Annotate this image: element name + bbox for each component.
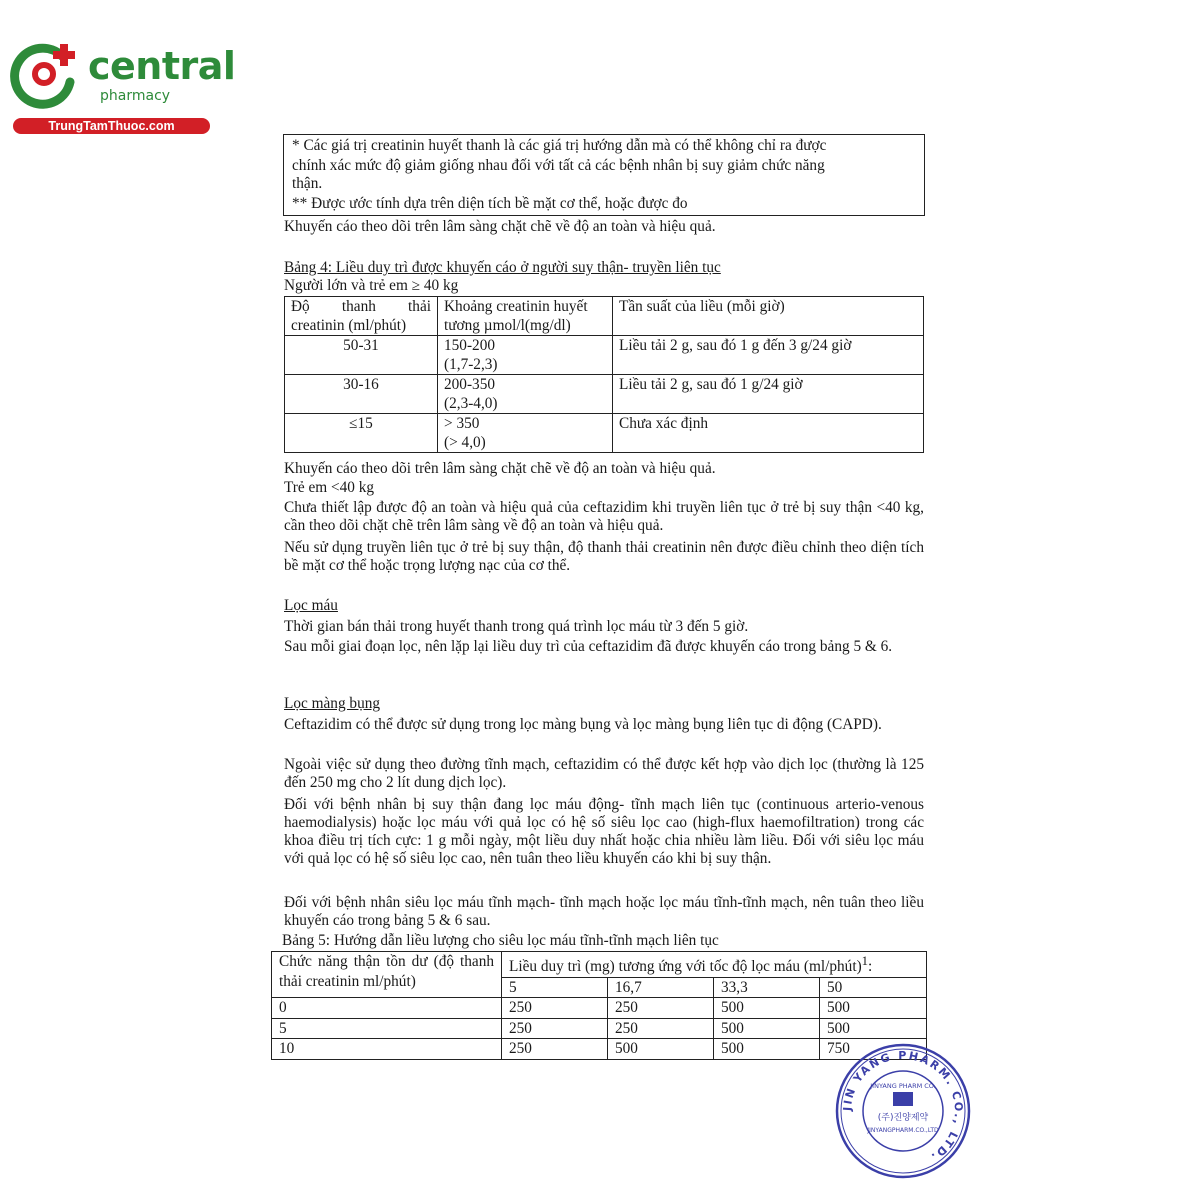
svg-text:JINYANG PHARM CO.: JINYANG PHARM CO. [870, 1082, 936, 1090]
note-line-1: * Các giá trị creatinin huyết thanh là các giá trị hướng dẫn mà có thể không chỉ ra được [292, 137, 827, 154]
range-value: 200-350 [444, 376, 495, 393]
table-cell: 250 [502, 1039, 608, 1060]
range-value-mgdl: (1,7-2,3) [444, 356, 498, 373]
table-cell: 500 [820, 1018, 927, 1039]
table-cell: Liều tải 2 g, sau đó 1 g/24 giờ [613, 375, 924, 414]
table-header-cell: Chức năng thận tồn dư (độ thanh thải creatinin ml/phút) [272, 952, 502, 998]
hemodialysis-heading: Lọc máu [284, 597, 338, 614]
peritoneal-heading: Lọc màng bụng [284, 695, 381, 712]
table-header-cell: Độ thanh thải creatinin (ml/phút) [285, 297, 438, 336]
pharmacy-cross-icon [10, 36, 86, 112]
table-cell: 500 [714, 1039, 820, 1060]
table-cell [438, 336, 613, 375]
note-line-3: thận. [292, 175, 323, 192]
table-cell: 5 [272, 1018, 502, 1039]
table-row [272, 1018, 927, 1039]
logo-banner[interactable]: TrungTamThuoc.com [13, 118, 210, 134]
table-row [285, 336, 924, 375]
table-cell: 750 [820, 1039, 927, 1060]
logo-name: central [88, 44, 236, 88]
peritoneal-paragraph-3: Đối với bệnh nhân bị suy thận đang lọc máu động- tĩnh mạch liên tục (continuous arterio-venous haemodialysis) hoặc lọc máu với quả lọc có hệ số siêu lọc cao (high-flux haemofiltration) trong các khoa điều trị tích cực: 1 g mỗi ngày, một liều duy nhất hoặc chia nhiều làm liều. Đối với siêu lọc máu với quả lọc có hệ số siêu lọc cao, nên tuân theo liều khuyến cáo khi bị suy thận. [284, 796, 924, 867]
footnote-marker: 1 [861, 954, 869, 968]
table-cell: 500 [714, 998, 820, 1019]
svg-text:JINYANGPHARM.CO.,LTD: JINYANGPHARM.CO.,LTD [867, 1127, 939, 1134]
note-line-4: ** Được ước tính dựa trên diện tích bề mặt cơ thể, hoặc được đo [292, 195, 688, 212]
table-cell: 250 [608, 1018, 714, 1039]
table-header-cell: 33,3 [714, 977, 820, 998]
table-cell: 0 [272, 998, 502, 1019]
svg-text:JIN YANG PHARM. CO., LTD.: JIN YANG PHARM. CO., LTD. [840, 1048, 966, 1165]
table-header-cell: 50 [820, 977, 927, 998]
table-cell: ≤15 [285, 414, 438, 453]
table-cell: 500 [820, 998, 927, 1019]
table-cell [438, 414, 613, 453]
children-heading: Trẻ em <40 kg [284, 479, 375, 496]
table-cell: 500 [608, 1039, 714, 1060]
peritoneal-paragraph-2: Ngoài việc sử dụng theo đường tĩnh mạch, ceftazidim có thể được kết hợp vào dịch lọc (thường là 125 đến 250 mg cho 2 lít dung dịch lọc). [284, 756, 924, 791]
table-row [272, 1039, 927, 1060]
table-cell [438, 375, 613, 414]
table-cell: 10 [272, 1039, 502, 1060]
table4-caption: Bảng 4: Liều duy trì được khuyến cáo ở người suy thận- truyền liên tục [284, 259, 721, 276]
hemodialysis-paragraph-1: Thời gian bán thải trong huyết thanh trong quá trình lọc máu từ 3 đến 5 giờ. [284, 618, 749, 635]
company-seal-stamp [834, 1042, 972, 1180]
table-cell: 50-31 [285, 336, 438, 375]
table-header-cell: Tần suất của liều (mỗi giờ) [613, 297, 924, 336]
children-paragraph-2: Nếu sử dụng truyền liên tục ở trẻ bị suy thận, độ thanh thải creatinin nên được điều chỉnh theo diện tích bề mặt cơ thể hoặc trọng lượng nạc của cơ thể. [284, 539, 924, 574]
table-cell: Chưa xác định [613, 414, 924, 453]
table5-caption: Bảng 5: Hướng dẫn liều lượng cho siêu lọc máu tĩnh-tĩnh mạch liên tục [282, 932, 719, 949]
table-header-row [272, 952, 927, 978]
logo-subtitle: pharmacy [100, 88, 171, 104]
peritoneal-paragraph-1: Ceftazidim có thể được sử dụng trong lọc màng bụng và lọc màng bụng liên tục di động (CAPD). [284, 716, 882, 733]
table-header-row [285, 297, 924, 336]
table-cell: 30-16 [285, 375, 438, 414]
table-header-cell [502, 952, 927, 978]
table-header-cell: Khoảng creatinin huyết tương µmol/l(mg/dl) [438, 297, 613, 336]
monitor-note-2: Khuyến cáo theo dõi trên lâm sàng chặt chẽ về độ an toàn và hiệu quả. [284, 460, 716, 477]
header-colon: : [868, 958, 873, 976]
range-value: 150-200 [444, 337, 495, 354]
svg-text:(주)진양제약: (주)진양제약 [877, 1113, 929, 1123]
table-cell: 500 [714, 1018, 820, 1039]
table-cell: 250 [608, 998, 714, 1019]
range-value-mgdl: (2,3-4,0) [444, 395, 498, 412]
note-box [283, 134, 925, 216]
note-line-2: chính xác mức độ giảm giống nhau đối với tất cả các bệnh nhân bị suy giảm chức năng [292, 157, 825, 174]
table-cell: 250 [502, 1018, 608, 1039]
table-cell: 250 [502, 998, 608, 1019]
table4-subcaption: Người lớn và trẻ em ≥ 40 kg [284, 277, 459, 294]
table-cell: Liều tải 2 g, sau đó 1 g đến 3 g/24 giờ [613, 336, 924, 375]
table-row [285, 414, 924, 453]
range-value: > 350 [444, 415, 480, 432]
central-pharmacy-logo[interactable] [10, 36, 236, 136]
table-header-cell: 16,7 [608, 977, 714, 998]
peritoneal-paragraph-4: Đối với bệnh nhân siêu lọc máu tĩnh mạch- tĩnh mạch hoặc lọc máu tĩnh-tĩnh mạch, nên tuân theo liều khuyến cáo trong bảng 5 & 6 sau. [284, 894, 924, 929]
range-value-mgdl: (> 4,0) [444, 434, 486, 451]
table-row [272, 998, 927, 1019]
table4 [284, 296, 924, 453]
header-text: Liều duy trì (mg) tương ứng với tốc độ lọc máu (ml/phút) [509, 958, 862, 976]
table5 [271, 951, 927, 1060]
monitor-note-1: Khuyến cáo theo dõi trên lâm sàng chặt chẽ về độ an toàn và hiệu quả. [284, 218, 716, 235]
table-row [285, 375, 924, 414]
table-header-cell: 5 [502, 977, 608, 998]
hemodialysis-paragraph-2: Sau mỗi giai đoạn lọc, nên lặp lại liều duy trì của ceftazidim đã được khuyến cáo trong bảng 5 & 6. [284, 638, 893, 655]
children-paragraph-1: Chưa thiết lập được độ an toàn và hiệu quả của ceftazidim khi truyền liên tục ở trẻ bị suy thận <40 kg, cần theo dõi chặt chẽ trên lâm sàng về độ an toàn và hiệu quả. [284, 499, 924, 534]
